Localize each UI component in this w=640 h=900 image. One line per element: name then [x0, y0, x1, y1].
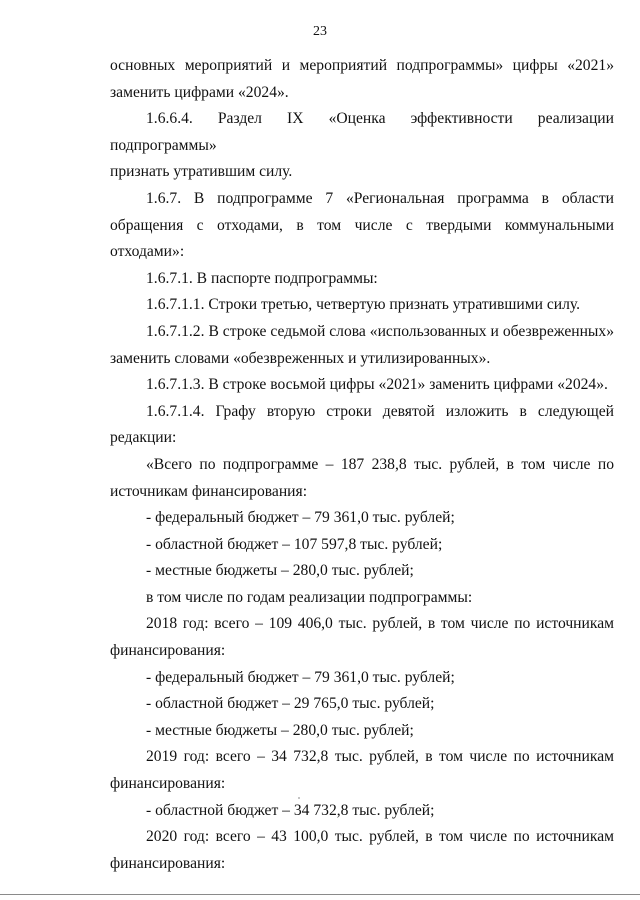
text-line: - федеральный бюджет – 79 361,0 тыс. рублей;: [146, 509, 455, 527]
document-body: [110, 53, 614, 877]
text-line: редакции:: [110, 429, 177, 447]
text-line: 1.6.7. В подпрограмме 7 «Региональная программа в области: [146, 189, 614, 207]
text-line: признать утратившим силу.: [110, 163, 293, 181]
scan-speck: [298, 797, 300, 799]
page-number: 23: [313, 24, 327, 39]
text-line: обращения с отходами, в том числе с твердыми коммунальными отходами»:: [110, 216, 614, 261]
text-line: 1.6.7.1.1. Строки третью, четвертую признать утратившими силу.: [146, 296, 581, 314]
scan-edge-line: [0, 894, 640, 895]
text-line: 2020 год: всего – 43 100,0 тыс. рублей, в том числе по источникам: [146, 828, 614, 846]
text-line: - местные бюджеты – 280,0 тыс. рублей;: [146, 562, 414, 580]
text-line: 2018 год: всего – 109 406,0 тыс. рублей, в том числе по источникам: [146, 615, 614, 633]
text-line: - областной бюджет – 107 597,8 тыс. рублей;: [146, 535, 443, 553]
text-line: источникам финансирования:: [110, 482, 308, 500]
text-line: 1.6.6.4. Раздел IX «Оценка эффективности реализации подпрограммы»: [110, 110, 614, 154]
text-line: финансирования:: [110, 642, 226, 660]
text-line: 1.6.7.1.4. Графу вторую строки девятой изложить в следующей: [146, 402, 614, 420]
text-line: финансирования:: [110, 854, 226, 872]
text-line: 1.6.7.1.3. В строке восьмой цифры «2021» заменить цифрами «2024».: [146, 376, 608, 394]
text-line: в том числе по годам реализации подпрограммы:: [146, 588, 473, 606]
text-line: - местные бюджеты – 280,0 тыс. рублей;: [146, 721, 414, 739]
text-line: «Всего по подпрограмме – 187 238,8 тыс. рублей, в том числе по: [146, 455, 614, 473]
text-line: 2019 год: всего – 34 732,8 тыс. рублей, в том числе по источникам: [146, 748, 614, 766]
text-line: 1.6.7.1. В паспорте подпрограммы:: [146, 269, 378, 287]
text-line: 1.6.7.1.2. В строке седьмой слова «использованных и обезвреженных»: [146, 322, 614, 340]
text-line: основных мероприятий и мероприятий подпрограммы» цифры «2021»: [110, 57, 614, 74]
text-line: финансирования:: [110, 775, 226, 793]
text-line: заменить словами «обезвреженных и утилизированных».: [110, 349, 491, 367]
text-line: заменить цифрами «2024».: [110, 83, 289, 101]
text-line: - федеральный бюджет – 79 361,0 тыс. рублей;: [146, 668, 455, 686]
text-line: - областной бюджет – 34 732,8 тыс. рублей;: [146, 801, 435, 819]
text-line: - областной бюджет – 29 765,0 тыс. рублей;: [146, 695, 435, 713]
